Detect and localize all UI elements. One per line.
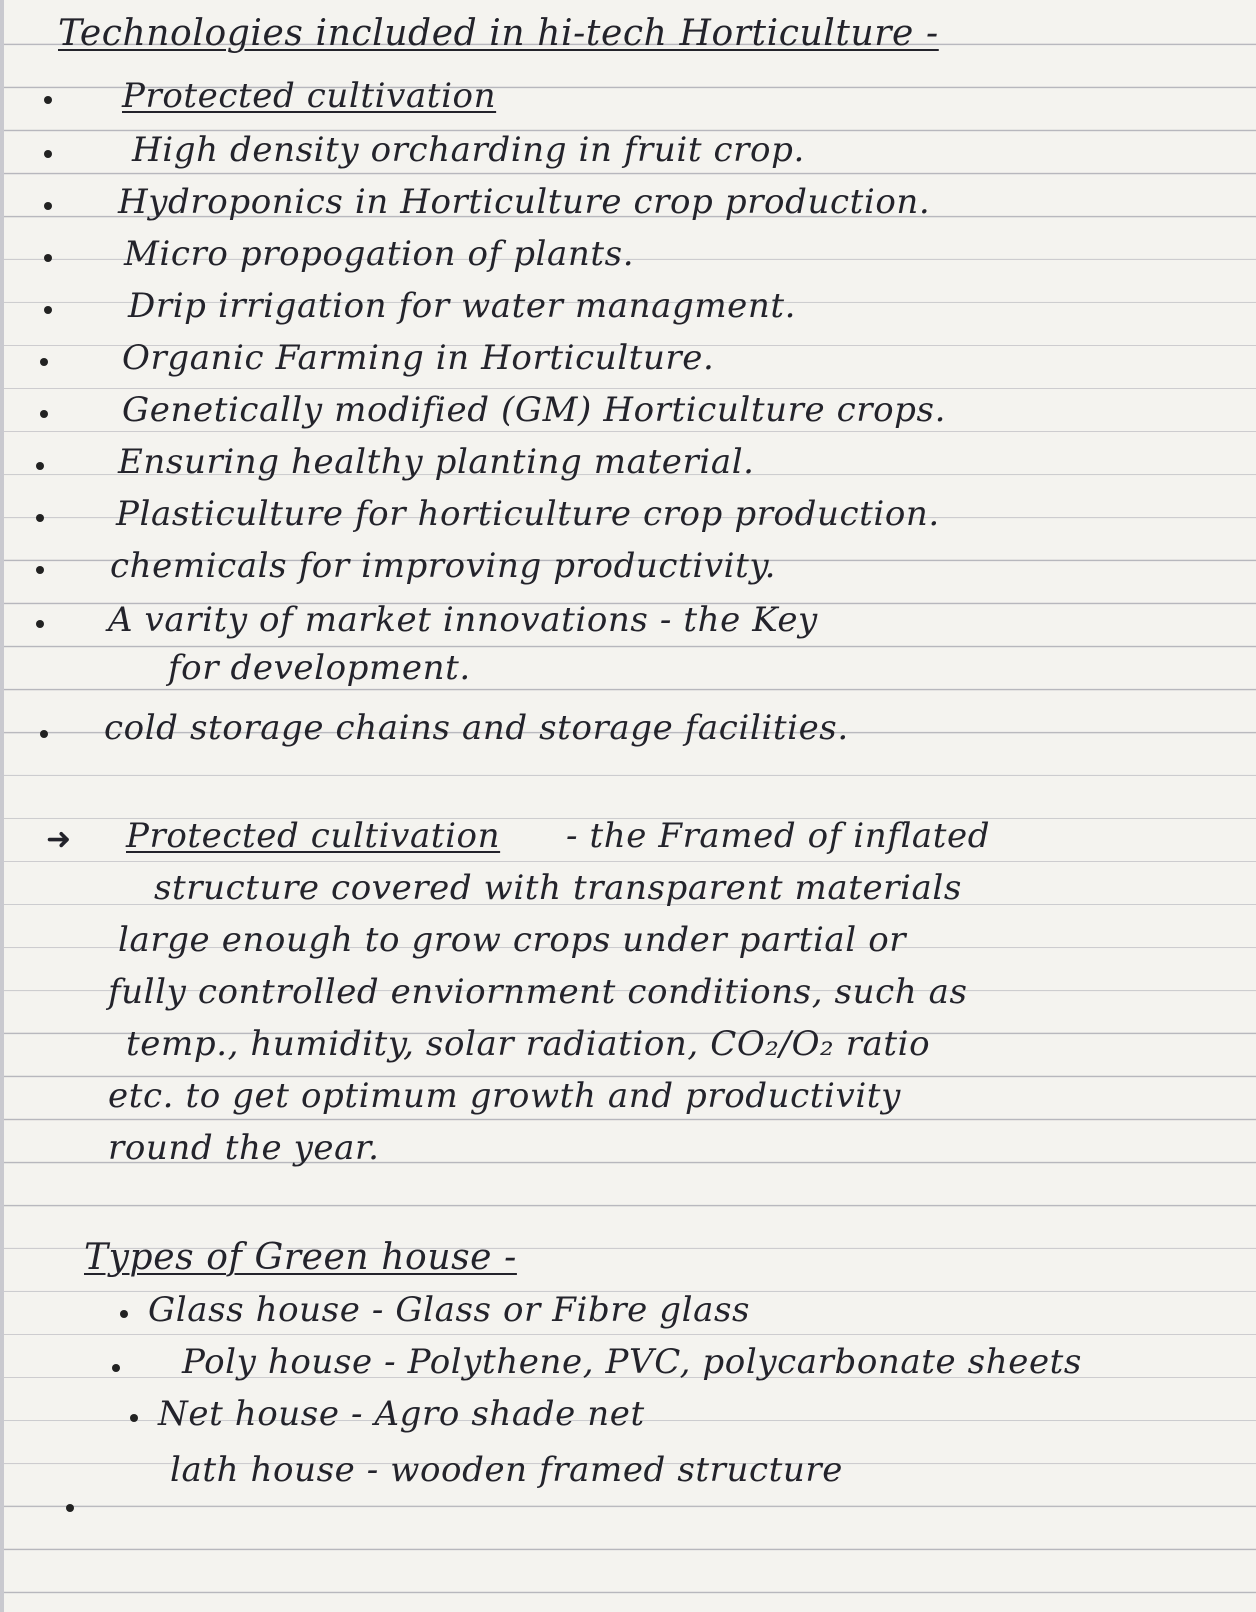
bullet bbox=[36, 514, 44, 522]
bullet bbox=[44, 150, 52, 158]
definition-line: large enough to grow crops under partial or bbox=[118, 920, 907, 960]
bullet bbox=[44, 306, 52, 314]
bullet bbox=[120, 1310, 128, 1318]
definition-line: etc. to get optimum growth and productivity bbox=[108, 1076, 901, 1116]
arrow-right-icon: ➜ bbox=[46, 822, 72, 857]
greenhouse-type-item: Poly house - Polythene, PVC, polycarbonate sheets bbox=[182, 1342, 1082, 1382]
definition-line: fully controlled enviornment conditions, such as bbox=[108, 972, 968, 1012]
bullet bbox=[40, 730, 48, 738]
tech-item: Hydroponics in Horticulture crop production. bbox=[118, 182, 931, 222]
bullet bbox=[40, 358, 48, 366]
bullet bbox=[40, 410, 48, 418]
greenhouse-types-heading: Types of Green house - bbox=[84, 1237, 517, 1278]
bullet bbox=[36, 462, 44, 470]
tech-item: chemicals for improving productivity. bbox=[110, 546, 777, 586]
tech-item: Drip irrigation for water managment. bbox=[128, 286, 797, 326]
bullet bbox=[130, 1414, 138, 1422]
page-heading: Technologies included in hi-tech Horticulture - bbox=[58, 13, 939, 54]
tech-item: A varity of market innovations - the Key bbox=[108, 600, 818, 640]
tech-item: Plasticulture for horticulture crop production. bbox=[116, 494, 940, 534]
bullet bbox=[44, 202, 52, 210]
bullet bbox=[44, 96, 52, 104]
greenhouse-type-item: Glass house - Glass or Fibre glass bbox=[148, 1290, 751, 1330]
definition-line: - the Framed of inflated bbox=[566, 816, 991, 856]
tech-item: Micro propogation of plants. bbox=[124, 234, 635, 274]
bullet bbox=[66, 1504, 74, 1512]
bullet bbox=[112, 1364, 120, 1372]
greenhouse-type-item: Net house - Agro shade net bbox=[158, 1394, 645, 1434]
margin-line bbox=[0, 0, 4, 1612]
bullet bbox=[44, 254, 52, 262]
definition-line: structure covered with transparent materials bbox=[154, 868, 962, 908]
definition-line: round the year. bbox=[108, 1128, 380, 1168]
tech-item: cold storage chains and storage facilities. bbox=[104, 708, 849, 748]
bullet bbox=[36, 620, 44, 628]
greenhouse-type-item: lath house - wooden framed structure bbox=[170, 1450, 843, 1490]
tech-item: Protected cultivation bbox=[122, 76, 497, 116]
tech-item: Genetically modified (GM) Horticulture crops. bbox=[122, 390, 946, 430]
tech-item-continued: for development. bbox=[168, 648, 471, 688]
definition-line: temp., humidity, solar radiation, CO₂/O₂ ratio bbox=[126, 1024, 931, 1064]
tech-item: Ensuring healthy planting material. bbox=[118, 442, 755, 482]
definition-term: Protected cultivation bbox=[126, 816, 501, 856]
bullet bbox=[36, 566, 44, 574]
tech-item: Organic Farming in Horticulture. bbox=[122, 338, 715, 378]
tech-item: High density orcharding in fruit crop. bbox=[132, 130, 805, 170]
